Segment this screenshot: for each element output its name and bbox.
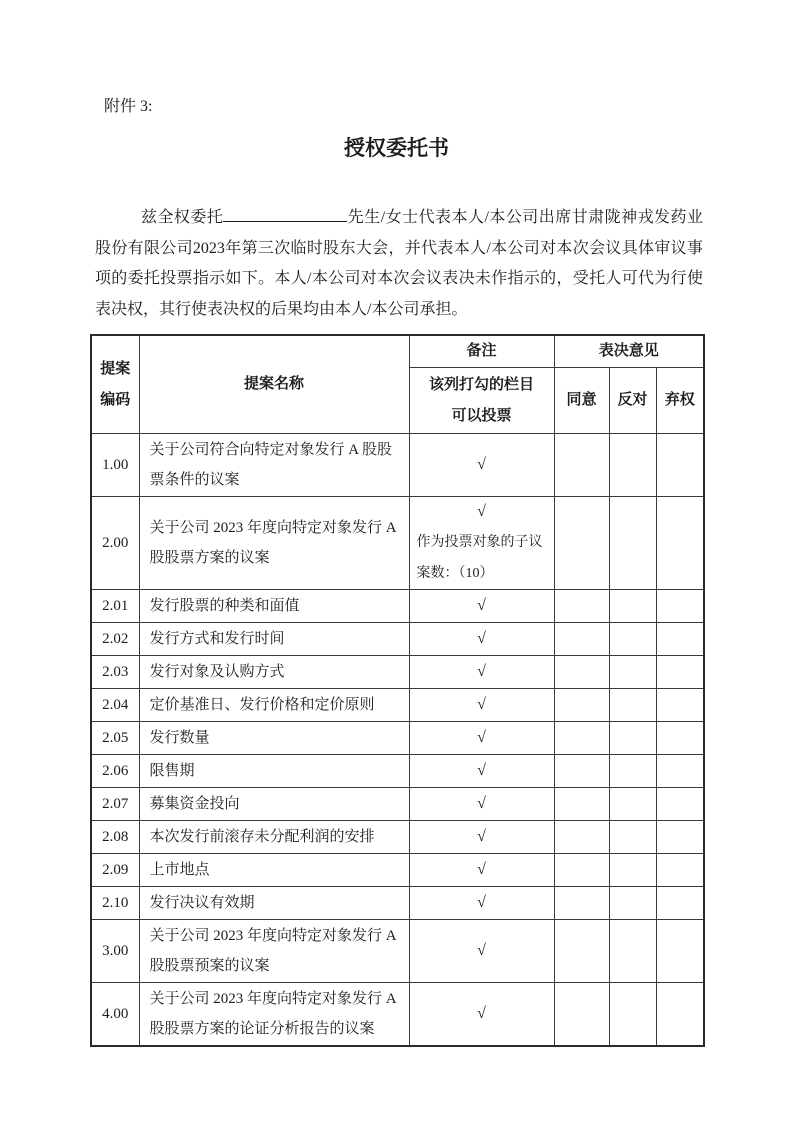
proposal-row [91, 722, 704, 755]
abstain-cell [656, 755, 704, 788]
abstain-cell [656, 689, 704, 722]
abstain-cell [656, 656, 704, 689]
remark-cell [409, 590, 554, 623]
proposal-name: 发行对象及认购方式 [139, 656, 409, 689]
proposal-row [91, 755, 704, 788]
proposal-name: 发行决议有效期 [139, 887, 409, 920]
checkmark: √ [477, 630, 486, 647]
proposal-name: 发行股票的种类和面值 [139, 590, 409, 623]
col-header-remark-sub-line2: 可以投票 [451, 407, 512, 424]
proposal-name: 关于公司 2023 年度向特定对象发行 A 股股票预案的议案 [139, 920, 409, 983]
proposal-row [91, 821, 704, 854]
document-title: 授权委托书 [344, 136, 449, 160]
agree-cell [554, 920, 609, 983]
checkmark: √ [477, 1005, 486, 1022]
col-header-vote-opinion: 表决意见 [554, 335, 704, 368]
against-cell [609, 920, 656, 983]
against-cell [609, 854, 656, 887]
against-cell [609, 656, 656, 689]
proposal-code: 2.00 [91, 497, 139, 590]
agree-cell [554, 689, 609, 722]
proposal-vote-table [90, 334, 705, 1047]
proposal-code: 2.01 [91, 590, 139, 623]
proposal-code: 2.10 [91, 887, 139, 920]
proposal-code: 2.09 [91, 854, 139, 887]
remark-cell [409, 656, 554, 689]
checkmark: √ [477, 795, 486, 812]
against-cell [609, 623, 656, 656]
agree-cell [554, 623, 609, 656]
agree-cell [554, 755, 609, 788]
remark-cell [409, 722, 554, 755]
abstain-cell [656, 920, 704, 983]
col-header-proposal-code [91, 335, 139, 434]
agree-cell [554, 722, 609, 755]
checkmark: √ [477, 456, 486, 473]
agree-cell [554, 983, 609, 1047]
intro-rest: 先生/女士代表本人/本公司出席甘肃陇神戎发药业股份有限公司2023年第三次临时股东大会，并代表本人/本公司对本次会议具体审议事项的委托投票指示如下。本人/本公司对本次会议表决未作指示的，受托人可代为行使表决权，其行使表决权的后果均由本人/本公司承担。 [95, 209, 703, 318]
agree-cell [554, 434, 609, 497]
proposal-row [91, 788, 704, 821]
col-header-proposal-name: 提案名称 [139, 335, 409, 434]
proposal-row [91, 983, 704, 1047]
checkmark: √ [477, 729, 486, 746]
abstain-cell [656, 722, 704, 755]
remark-cell [409, 821, 554, 854]
remark-cell [409, 983, 554, 1047]
col-header-abstain: 弃权 [656, 368, 704, 434]
table-header [91, 335, 704, 434]
proposal-name: 关于公司 2023 年度向特定对象发行 A 股股票方案的论证分析报告的议案 [139, 983, 409, 1047]
proposal-row [91, 623, 704, 656]
remark-cell [409, 887, 554, 920]
remark-cell [409, 854, 554, 887]
proposal-row [91, 434, 704, 497]
checkmark: √ [477, 828, 486, 845]
proposal-name: 本次发行前滚存未分配利润的安排 [139, 821, 409, 854]
checkmark: √ [477, 663, 486, 680]
col-header-remark-sub [409, 368, 554, 434]
against-cell [609, 887, 656, 920]
abstain-cell [656, 854, 704, 887]
proposal-row [91, 920, 704, 983]
proposal-name: 关于公司符合向特定对象发行 A 股股票条件的议案 [139, 434, 409, 497]
against-cell [609, 689, 656, 722]
proposal-row [91, 854, 704, 887]
col-header-remark-sub-line1: 该列打勾的栏目 [428, 376, 534, 393]
attachment-label: 附件 3: [104, 98, 153, 115]
col-header-proposal-code-line1: 提案 [100, 360, 131, 377]
remark-cell [409, 689, 554, 722]
checkmark: √ [477, 503, 486, 520]
against-cell [609, 434, 656, 497]
proposal-code: 2.04 [91, 689, 139, 722]
proposal-code: 2.07 [91, 788, 139, 821]
against-cell [609, 755, 656, 788]
agree-cell [554, 887, 609, 920]
against-cell [609, 821, 656, 854]
proxy-name-blank [223, 204, 347, 222]
agree-cell [554, 497, 609, 590]
proposal-code: 2.03 [91, 656, 139, 689]
proposal-code: 1.00 [91, 434, 139, 497]
abstain-cell [656, 434, 704, 497]
checkmark: √ [477, 942, 486, 959]
checkmark: √ [477, 762, 486, 779]
proposal-row [91, 590, 704, 623]
against-cell [609, 788, 656, 821]
abstain-cell [656, 821, 704, 854]
proposal-row [91, 689, 704, 722]
abstain-cell [656, 887, 704, 920]
proposal-code: 2.02 [91, 623, 139, 656]
proposal-name: 关于公司 2023 年度向特定对象发行 A 股股票方案的议案 [139, 497, 409, 590]
col-header-proposal-code-line2: 编码 [100, 391, 131, 408]
checkmark: √ [477, 696, 486, 713]
abstain-cell [656, 497, 704, 590]
remark-note: 作为投票对象的子议案数：（10） [416, 535, 543, 581]
checkmark: √ [477, 894, 486, 911]
proposal-name: 限售期 [139, 755, 409, 788]
agree-cell [554, 854, 609, 887]
proposal-name: 定价基准日、发行价格和定价原则 [139, 689, 409, 722]
proposal-code: 2.08 [91, 821, 139, 854]
intro-lead: 兹全权委托 [141, 209, 224, 226]
remark-cell [409, 434, 554, 497]
proposal-table-body [91, 434, 704, 1047]
remark-cell [409, 497, 554, 590]
remark-cell [409, 755, 554, 788]
agree-cell [554, 821, 609, 854]
remark-cell [409, 920, 554, 983]
intro-paragraph [95, 203, 703, 325]
checkmark: √ [477, 597, 486, 614]
col-header-remark: 备注 [409, 335, 554, 368]
against-cell [609, 722, 656, 755]
col-header-agree: 同意 [554, 368, 609, 434]
proposal-row [91, 887, 704, 920]
proposal-row [91, 497, 704, 590]
against-cell [609, 590, 656, 623]
proposal-code: 3.00 [91, 920, 139, 983]
abstain-cell [656, 983, 704, 1047]
abstain-cell [656, 590, 704, 623]
proposal-name: 募集资金投向 [139, 788, 409, 821]
col-header-against: 反对 [609, 368, 656, 434]
remark-cell [409, 788, 554, 821]
remark-cell [409, 623, 554, 656]
proposal-code: 4.00 [91, 983, 139, 1047]
against-cell [609, 497, 656, 590]
proposal-code: 2.06 [91, 755, 139, 788]
agree-cell [554, 590, 609, 623]
agree-cell [554, 656, 609, 689]
proposal-row [91, 656, 704, 689]
header-row-top [91, 335, 704, 368]
abstain-cell [656, 623, 704, 656]
proposal-name: 上市地点 [139, 854, 409, 887]
abstain-cell [656, 788, 704, 821]
against-cell [609, 983, 656, 1047]
proposal-code: 2.05 [91, 722, 139, 755]
agree-cell [554, 788, 609, 821]
proposal-name: 发行数量 [139, 722, 409, 755]
proposal-name: 发行方式和发行时间 [139, 623, 409, 656]
checkmark: √ [477, 861, 486, 878]
